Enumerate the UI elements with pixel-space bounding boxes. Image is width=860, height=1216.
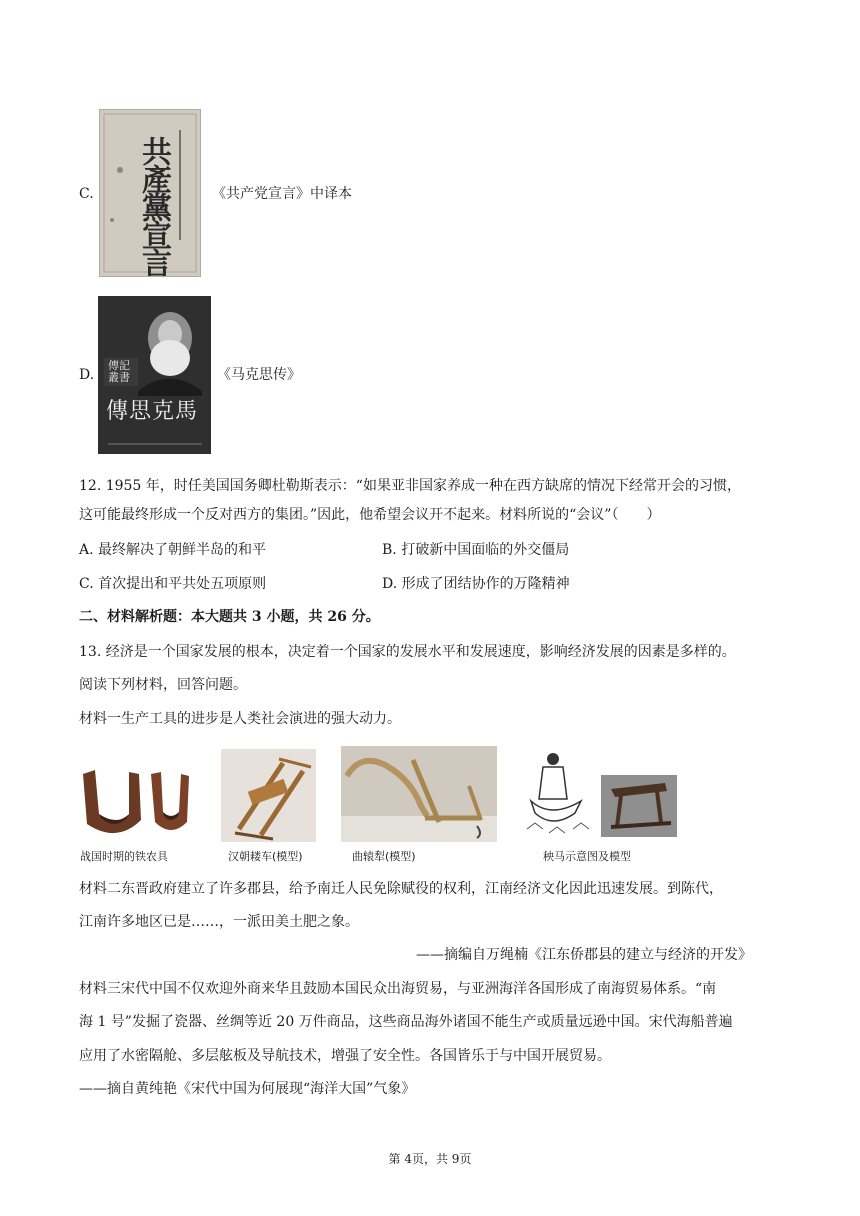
section2-heading: 二、材料解析题：本大题共 3 小题，共 26 分。 (79, 609, 380, 625)
q13-line2: 阅读下列材料，回答问题。 (79, 677, 247, 693)
option-d-letter: D. (79, 367, 95, 383)
q13-material1: 材料一生产工具的进步是人类社会演进的强大动力。 (79, 711, 401, 727)
q13-line1: 13. 经济是一个国家发展的根本，决定着一个国家的发展水平和发展速度，影响经济发展的因素是多样的。 (79, 644, 736, 660)
curved-plough-image (341, 746, 497, 842)
image-caption-plough: 曲辕犁(模型) (352, 850, 416, 863)
rice-seedling-horse-icon (525, 749, 679, 842)
q12-option-b: B. 打破新中国面临的外交僵局 (382, 542, 570, 558)
rice-seedling-horse-image (525, 749, 679, 842)
q13-material3-line1: 材料三宋代中国不仅欢迎外商来华且鼓励本国民众出海贸易，与亚洲海洋各国形成了南海贸易体系。“南 (79, 981, 717, 997)
option-c-caption: 《共产党宣言》中译本 (212, 186, 352, 202)
cover-series: 傳記叢書 (108, 359, 130, 384)
seed-drill-icon (221, 749, 316, 842)
q13-material2-line1: 材料二东晋政府建立了许多郡县，给予南迁人民免除赋役的权利，江南经济文化因此迅速发展。到陈代， (79, 881, 723, 897)
cover-title-vertical: 共產黨宣言 (136, 136, 171, 276)
image-caption-seed-drill: 汉朝耧车(模型) (228, 850, 303, 863)
seed-drill-image (221, 749, 316, 842)
q12-stem-line1: 12. 1955 年，时任美国国务卿杜勒斯表示：“如果亚非国家养成一种在西方缺席的情况下经常开会的习惯， (79, 478, 741, 494)
iron-tool-icon (77, 764, 191, 842)
communist-manifesto-cover-image (99, 109, 201, 277)
q12-option-a: A. 最终解决了朝鲜半岛的和平 (79, 542, 267, 558)
q12-option-c: C. 首次提出和平共处五项原则 (79, 576, 267, 592)
iron-tools-image (77, 764, 191, 842)
option-c-letter: C. (79, 186, 94, 202)
q13-material3-line2: 海 1 号”发掘了瓷器、丝绸等近 20 万件商品，这些商品海外诸国不能生产或质量远逊中国。宋代海船普遍 (79, 1014, 733, 1030)
q12-stem-line2: 这可能最终形成一个反对西方的集团。”因此，他希望会议开不起来。材料所说的“会议”（ ） (79, 507, 661, 523)
plough-icon (341, 746, 497, 842)
q13-material3-line3: 应用了水密隔舱、多层舷板及导航技术，增强了安全性。各国皆乐于与中国开展贸易。 (79, 1048, 611, 1064)
image-caption-rice-horse: 秧马示意图及模型 (543, 850, 631, 863)
q13-material3-source: ——摘自黄纯艳《宋代中国为何展现“海洋大国”气象》 (79, 1081, 416, 1097)
option-d-caption: 《马克思传》 (217, 367, 301, 383)
cover-title: 傳思克馬 (106, 399, 199, 424)
q13-material2-line2: 江南许多地区已是……，一派田美土肥之象。 (79, 914, 359, 930)
image-caption-iron-tools: 战国时期的铁农具 (80, 850, 168, 863)
marx-biography-cover-image (98, 296, 211, 454)
q12-option-d: D. 形成了团结协作的万隆精神 (382, 576, 570, 592)
q13-material2-source: ——摘编自万绳楠《江东侨郡县的建立与经济的开发》 (416, 947, 752, 963)
page-footer: 第 4页，共 9页 (388, 1152, 472, 1166)
